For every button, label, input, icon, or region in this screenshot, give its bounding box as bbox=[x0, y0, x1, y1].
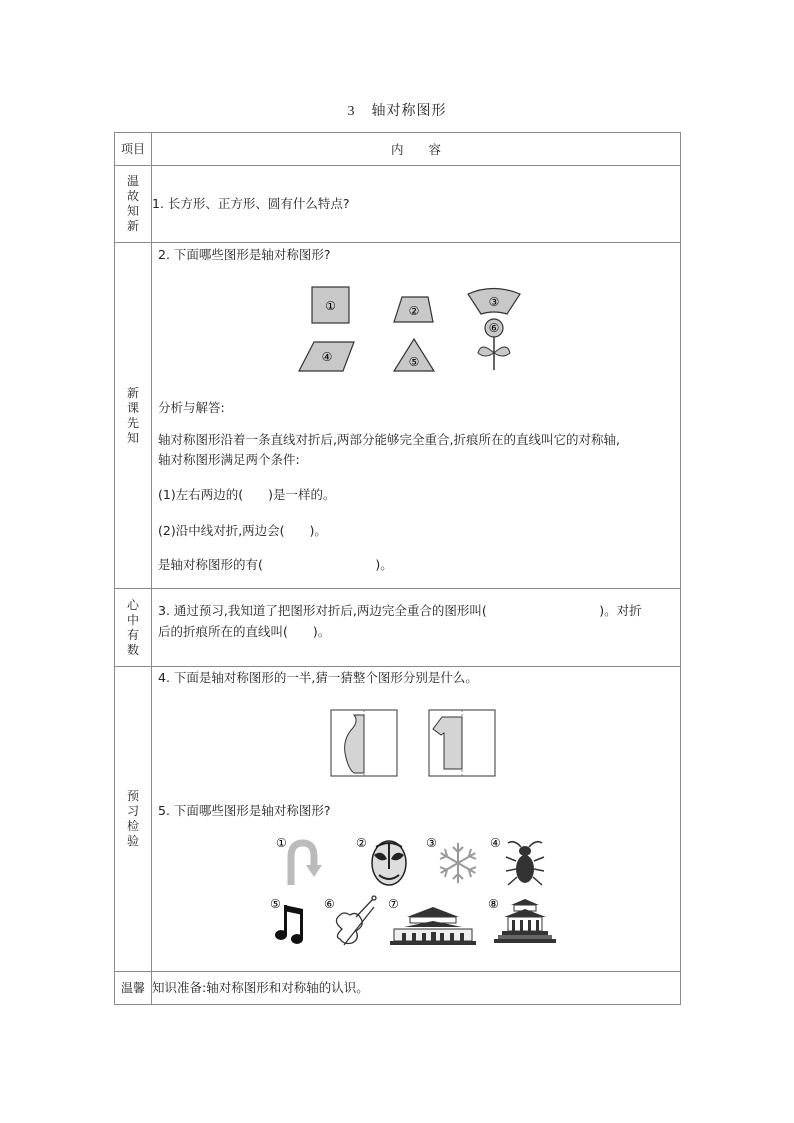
shape-label-5: ⑤ bbox=[408, 355, 420, 369]
shape-label-2: ② bbox=[408, 304, 420, 318]
new-lesson-label-char: 课 bbox=[126, 400, 139, 415]
check-content bbox=[152, 667, 681, 972]
analysis-line-2: 轴对称图形满足两个条件: bbox=[158, 452, 300, 467]
analysis-line-1: 轴对称图形沿着一条直线对折后,两部分能够完全重合,折痕所在的直线叫它的对称轴, bbox=[158, 432, 620, 447]
title-text: 轴对称图形 bbox=[371, 103, 447, 119]
shape-label-6: ⑥ bbox=[488, 321, 500, 335]
shape-label-3: ③ bbox=[488, 295, 500, 309]
check-label-char: 检 bbox=[126, 819, 139, 833]
tip-label-cell bbox=[115, 972, 152, 1005]
mind-label-char: 中 bbox=[126, 612, 139, 627]
review-label bbox=[115, 166, 152, 243]
review-label-char: 新 bbox=[126, 219, 139, 233]
question-3-line-2: 后的折痕所在的直线叫( )。 bbox=[158, 624, 331, 639]
tip-text: 知识准备:轴对称图形和对称轴的认识。 bbox=[152, 980, 369, 995]
tip-row bbox=[115, 972, 681, 1005]
check-label-char: 验 bbox=[126, 834, 139, 848]
mind-label-char: 有 bbox=[126, 627, 139, 642]
parallelogram-shape bbox=[299, 342, 354, 371]
review-label-char: 知 bbox=[126, 204, 139, 218]
item-label-6: ⑥ bbox=[324, 897, 335, 911]
mind-row bbox=[115, 589, 681, 667]
check-row bbox=[115, 667, 681, 972]
page-title bbox=[0, 100, 794, 120]
item-label-2: ② bbox=[356, 836, 367, 850]
item-label-1: ① bbox=[276, 836, 287, 850]
new-lesson-label-char: 新 bbox=[126, 385, 139, 400]
question-4: 4. 下面是轴对称图形的一半,猜一猜整个图形分别是什么。 bbox=[158, 670, 478, 685]
mind-content bbox=[152, 589, 681, 667]
new-lesson-content bbox=[152, 243, 681, 589]
tip-label: 温馨 bbox=[120, 980, 145, 995]
trapezoid-shape bbox=[394, 297, 433, 322]
header-row bbox=[115, 133, 681, 166]
items-figure bbox=[270, 835, 570, 955]
item-label-4: ④ bbox=[490, 836, 501, 850]
check-label bbox=[115, 667, 152, 972]
new-lesson-label-char: 知 bbox=[126, 430, 139, 445]
flower-shape bbox=[478, 319, 510, 370]
item-label-5: ⑤ bbox=[270, 897, 281, 911]
header-content-cell bbox=[152, 133, 681, 166]
shape-label-1: ① bbox=[325, 299, 336, 313]
shirt-half-figure bbox=[429, 710, 495, 776]
question-1: 1. 长方形、正方形、圆有什么特点? bbox=[152, 196, 350, 211]
tip-content bbox=[152, 972, 681, 1005]
condition-1: (1)左右两边的( )是一样的。 bbox=[158, 487, 336, 502]
vase-half-figure bbox=[331, 710, 397, 776]
preview-table bbox=[114, 132, 681, 1005]
review-row bbox=[115, 166, 681, 243]
question-3-line-1: 3. 通过预习,我知道了把图形对折后,两边完全重合的图形叫( )。对折 bbox=[158, 603, 642, 618]
review-content bbox=[152, 166, 681, 243]
header-item-cell bbox=[115, 133, 152, 166]
fan-shape bbox=[468, 289, 520, 315]
square-shape bbox=[312, 287, 349, 323]
shape-label-4: ④ bbox=[321, 350, 333, 364]
new-lesson-row bbox=[115, 243, 681, 589]
snowflake-icon bbox=[440, 843, 476, 883]
item-label-7: ⑦ bbox=[388, 897, 399, 911]
shapes-figure bbox=[298, 285, 548, 375]
review-label-char: 温 bbox=[126, 174, 139, 188]
new-lesson-label-char: 先 bbox=[126, 415, 139, 430]
mind-label-char: 心 bbox=[126, 597, 139, 612]
triangle-shape bbox=[394, 339, 434, 371]
analysis-title: 分析与解答: bbox=[158, 400, 225, 415]
title-number: 3 bbox=[347, 104, 356, 119]
question-2: 2. 下面哪些图形是轴对称图形? bbox=[158, 247, 331, 262]
question-5: 5. 下面哪些图形是轴对称图形? bbox=[158, 803, 331, 818]
item-label-8: ⑧ bbox=[488, 897, 499, 911]
opera-mask-icon bbox=[372, 841, 406, 885]
u-turn-arrow-icon bbox=[291, 843, 322, 885]
check-label-char: 预 bbox=[126, 789, 139, 803]
mind-label-char: 数 bbox=[126, 642, 139, 657]
half-figures bbox=[330, 709, 510, 781]
mind-label bbox=[115, 589, 152, 667]
answer-line: 是轴对称图形的有( )。 bbox=[158, 557, 393, 572]
header-item-label: 项目 bbox=[120, 141, 145, 156]
beetle-icon bbox=[506, 842, 544, 885]
item-label-3: ③ bbox=[426, 836, 437, 850]
header-content-label: 内 容 bbox=[390, 142, 441, 157]
tiananmen-icon bbox=[390, 907, 476, 945]
temple-icon bbox=[494, 899, 556, 943]
review-label-char: 故 bbox=[126, 189, 139, 203]
violin-icon bbox=[336, 896, 376, 945]
condition-2: (2)沿中线对折,两边会( )。 bbox=[158, 523, 327, 538]
check-label-char: 习 bbox=[126, 804, 139, 818]
new-lesson-label bbox=[115, 243, 152, 589]
